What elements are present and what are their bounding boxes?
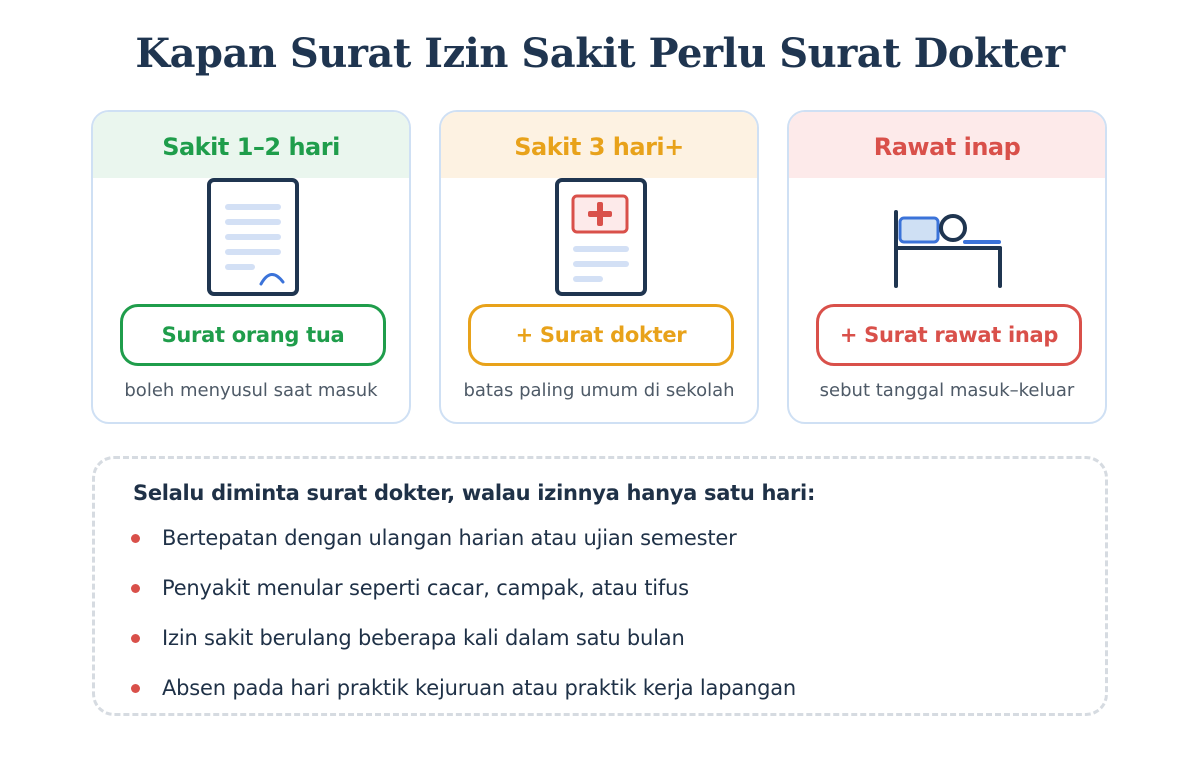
card-illustration [441,178,757,302]
card-heading: Sakit 1–2 hari [93,112,409,178]
card-note: batas paling umum di sekolah [463,380,735,401]
document-signature-icon [201,178,301,302]
list-item-text: Penyakit menular seperti cacar, campak, atau tifus [162,576,689,600]
requirement-pill: Surat orang tua [120,304,386,366]
list-item-text: Izin sakit berulang beberapa kali dalam satu bulan [162,626,685,650]
bullet-dot [131,634,140,643]
card-illustration [789,178,1105,302]
card-illustration [93,178,409,302]
card-note: sebut tanggal masuk–keluar [819,380,1075,401]
requirement-pill: + Surat rawat inap [816,304,1082,366]
card-heading: Sakit 3 hari+ [441,112,757,178]
page-title: Kapan Surat Izin Sakit Perlu Surat Dokter [135,30,1065,77]
medical-document-icon [549,178,649,302]
card-sick-1-2-days [91,110,411,424]
hospital-bed-icon [889,200,1009,290]
list-item [131,573,689,603]
requirement-pill: + Surat dokter [468,304,734,366]
bullet-dot [131,584,140,593]
always-required-box [92,456,1108,716]
card-heading: Rawat inap [789,112,1105,178]
box-heading: Selalu diminta surat dokter, walau izinnya hanya satu hari: [133,481,816,505]
list-item [131,673,796,703]
list-item-text: Bertepatan dengan ulangan harian atau ujian semester [162,526,737,550]
card-hospitalized [787,110,1107,424]
list-item-text: Absen pada hari praktik kejuruan atau praktik kerja lapangan [162,676,797,700]
card-sick-3-days-plus [439,110,759,424]
list-item [131,623,685,653]
card-note: boleh menyusul saat masuk [124,380,378,401]
bullet-dot [131,684,140,693]
list-item [131,523,737,553]
bullet-dot [131,534,140,543]
